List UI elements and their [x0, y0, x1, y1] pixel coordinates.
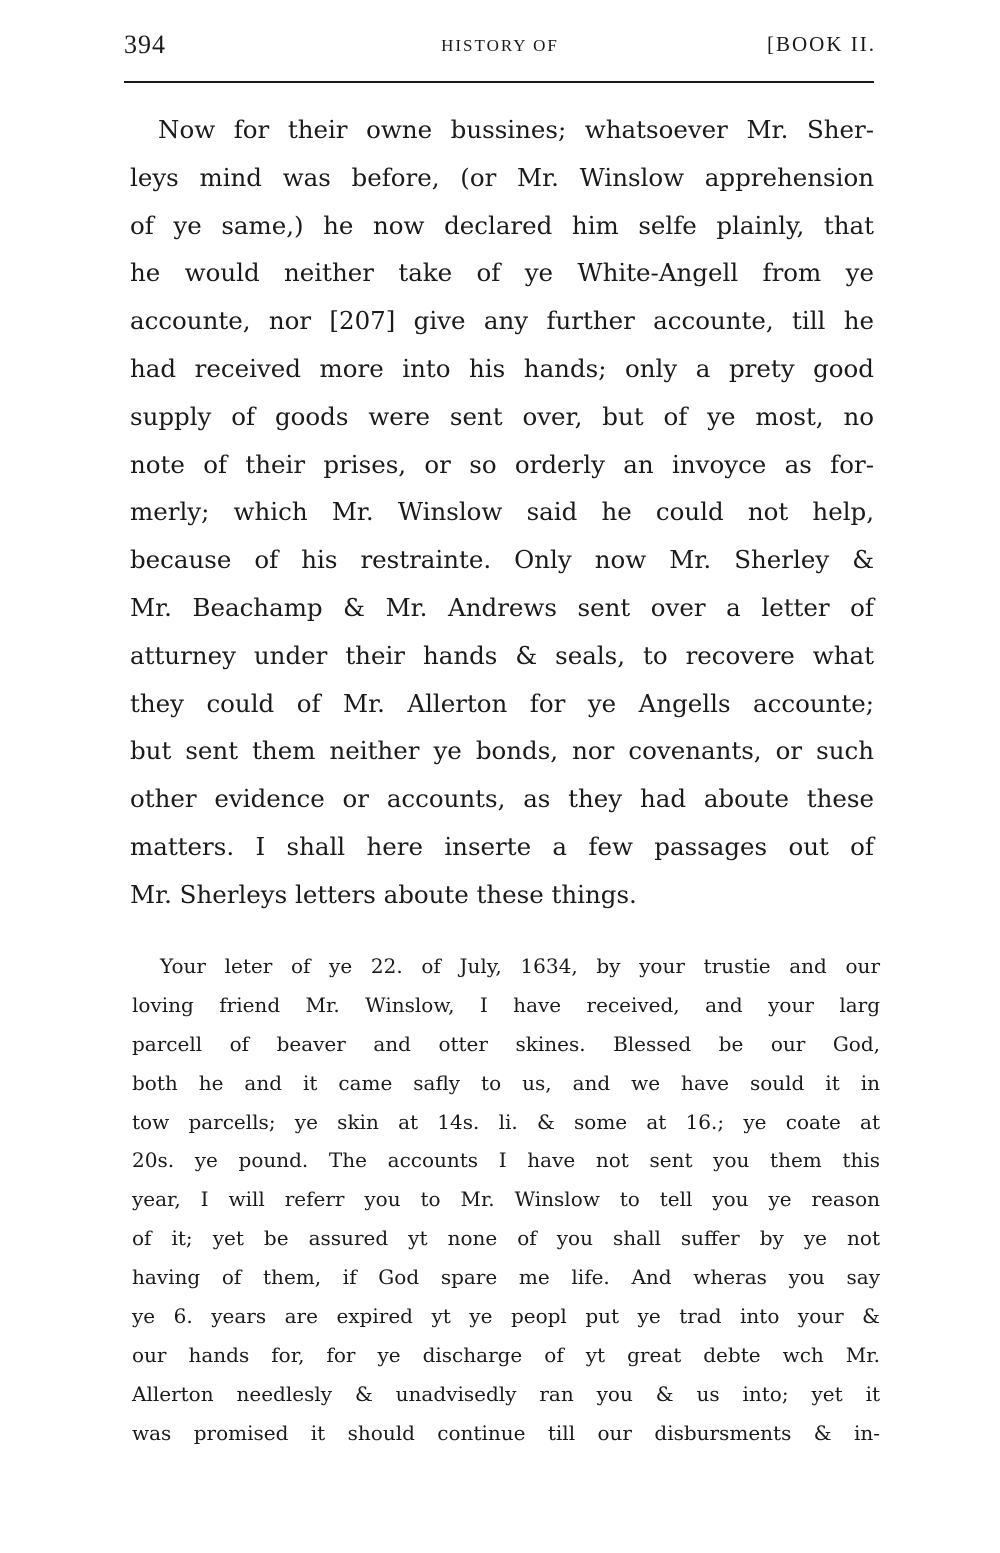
text-line: atturney under their hands & seals, to recovere what	[130, 640, 874, 670]
text-line: but sent them neither ye bonds, nor covenants, or such	[130, 736, 874, 766]
quote-line: our hands for, for ye discharge of yt great debte wch Mr.	[132, 1342, 880, 1367]
book-reference: [BOOK II.	[767, 32, 876, 56]
header-rule	[124, 81, 874, 83]
text-line: matters. I shall here inserte a few passages out of	[130, 831, 874, 861]
quote-line: of it; yet be assured yt none of you shall suffer by ye not	[132, 1226, 880, 1251]
text-line: Mr. Beachamp & Mr. Andrews sent over a letter of	[130, 592, 874, 622]
quoted-letter	[132, 947, 880, 1453]
main-paragraph	[130, 106, 874, 919]
text-line: Now for their owne bussines; whatsoever Mr. Sher-	[158, 115, 874, 144]
quote-line: Your leter of ye 22. of July, 1634, by your trustie and our	[160, 954, 880, 978]
text-line: accounte, nor [207] give any further accounte, till he	[130, 306, 874, 336]
quote-line: having of them, if God spare me life. And wheras you say	[132, 1265, 880, 1290]
quote-line: Allerton needlesly & unadvisedly ran you & us into; yet it	[132, 1381, 880, 1406]
quote-line: was promised it should continue till our disbursments & in-	[132, 1420, 880, 1445]
text-line: leys mind was before, (or Mr. Winslow apprehension	[130, 162, 874, 192]
quote-line: parcell of beaver and otter skines. Blessed be our God,	[132, 1031, 880, 1056]
text-line: they could of Mr. Allerton for ye Angells accounte;	[130, 688, 874, 718]
text-line: had received more into his hands; only a prety good	[130, 353, 874, 383]
quote-line: loving friend Mr. Winslow, I have received, and your larg	[132, 992, 880, 1017]
quote-line: both he and it came safly to us, and we have sould it in	[132, 1070, 880, 1095]
quote-line: year, I will referr you to Mr. Winslow to tell you ye reason	[132, 1187, 880, 1212]
text-line: note of their prises, or so orderly an invoyce as for-	[130, 449, 874, 479]
running-title: HISTORY OF	[441, 36, 559, 55]
quote-line: ye 6. years are expired yt ye peopl put ye trad into your &	[132, 1304, 880, 1329]
text-line: other evidence or accounts, as they had aboute these	[130, 784, 874, 814]
page-header	[124, 30, 876, 66]
text-line: merly; which Mr. Winslow said he could not help,	[130, 497, 874, 527]
text-line: he would neither take of ye White-Angell from ye	[130, 258, 874, 288]
quote-line: 20s. ye pound. The accounts I have not sent you them this	[132, 1148, 880, 1173]
text-line: because of his restrainte. Only now Mr. Sherley &	[130, 545, 874, 575]
text-line: Mr. Sherleys letters aboute these things.	[130, 879, 637, 909]
quote-line: tow parcells; ye skin at 14s. li. & some at 16.; ye coate at	[132, 1109, 880, 1134]
text-line: supply of goods were sent over, but of ye most, no	[130, 401, 874, 431]
page-number: 394	[124, 30, 166, 59]
text-line: of ye same,) he now declared him selfe plainly, that	[130, 210, 874, 240]
